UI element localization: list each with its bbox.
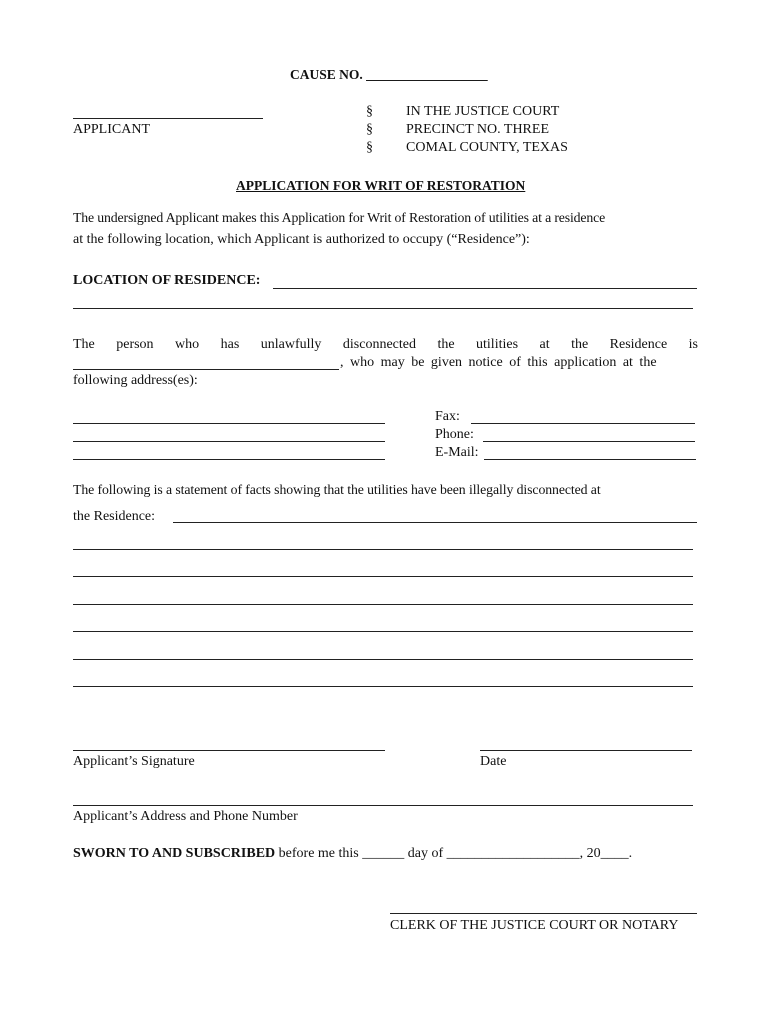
person-name-line[interactable] [73, 369, 339, 370]
person-word: The [73, 337, 95, 352]
person-word: the [437, 337, 455, 352]
person-word: has [220, 337, 240, 352]
facts-field-line-2[interactable] [73, 549, 693, 550]
facts-field-line-3[interactable] [73, 576, 693, 577]
signature-line[interactable] [73, 750, 385, 751]
facts-field-line-7[interactable] [73, 686, 693, 687]
sworn-bold-text: SWORN TO AND SUBSCRIBED [73, 846, 276, 861]
person-line-1 [73, 336, 698, 354]
address-line-2[interactable] [73, 441, 385, 442]
person-line-3: following address(es): [73, 373, 198, 388]
address-line-3[interactable] [73, 459, 385, 460]
person-word: Residence [609, 337, 668, 352]
section-symbol-2: § [366, 122, 373, 137]
clerk-signature-line[interactable] [390, 913, 697, 914]
court-name: IN THE JUSTICE COURT [406, 104, 560, 119]
email-label: E-Mail: [435, 445, 479, 460]
facts-field-line-4[interactable] [73, 604, 693, 605]
intro-line-1: The undersigned Applicant makes this Application for Writ of Restoration of utilities at a residence [73, 210, 606, 225]
phone-label: Phone: [435, 427, 474, 442]
applicant-label: APPLICANT [73, 122, 151, 137]
facts-field-line-5[interactable] [73, 631, 693, 632]
email-field-line[interactable] [484, 459, 696, 460]
person-word: unlawfully [260, 337, 322, 352]
date-line[interactable] [480, 750, 692, 751]
address-phone-label: Applicant’s Address and Phone Number [73, 809, 298, 824]
person-word: is [688, 337, 698, 352]
person-word: who [175, 337, 200, 352]
signature-label: Applicant’s Signature [73, 754, 195, 769]
person-word: utilities [476, 337, 519, 352]
document-title: APPLICATION FOR WRIT OF RESTORATION [236, 178, 526, 193]
date-label: Date [480, 754, 507, 769]
clerk-label: CLERK OF THE JUSTICE COURT OR NOTARY [390, 918, 679, 933]
fax-field-line[interactable] [471, 423, 695, 424]
location-field-line-2[interactable] [73, 308, 693, 309]
person-line-2: , who may be given notice of this application at the [340, 355, 657, 370]
facts-field-line-1[interactable] [173, 522, 697, 523]
sworn-rest-text: before me this ______ day of ___________________, 20____. [275, 846, 633, 861]
phone-field-line[interactable] [483, 441, 695, 442]
facts-field-line-6[interactable] [73, 659, 693, 660]
person-word: at [539, 337, 550, 352]
section-symbol-3: § [366, 140, 373, 155]
person-word: person [116, 337, 154, 352]
location-field-line-1[interactable] [273, 288, 697, 289]
person-word: the [571, 337, 589, 352]
sworn-statement [73, 845, 632, 863]
fax-label: Fax: [435, 409, 460, 424]
intro-line-2: at the following location, which Applicant is authorized to occupy (“Residence”): [73, 232, 530, 247]
facts-label: the Residence: [73, 509, 156, 524]
person-word: disconnected [342, 337, 416, 352]
location-label: LOCATION OF RESIDENCE: [73, 273, 261, 288]
court-county: COMAL COUNTY, TEXAS [406, 140, 568, 155]
facts-line-1: The following is a statement of facts showing that the utilities have been illegally disconnected at [73, 482, 601, 497]
court-precinct: PRECINCT NO. THREE [406, 122, 549, 137]
applicant-name-line[interactable] [73, 118, 263, 119]
cause-number: CAUSE NO. __________________ [290, 67, 488, 82]
address-phone-line[interactable] [73, 805, 693, 806]
address-line-1[interactable] [73, 423, 385, 424]
section-symbol-1: § [366, 104, 373, 119]
